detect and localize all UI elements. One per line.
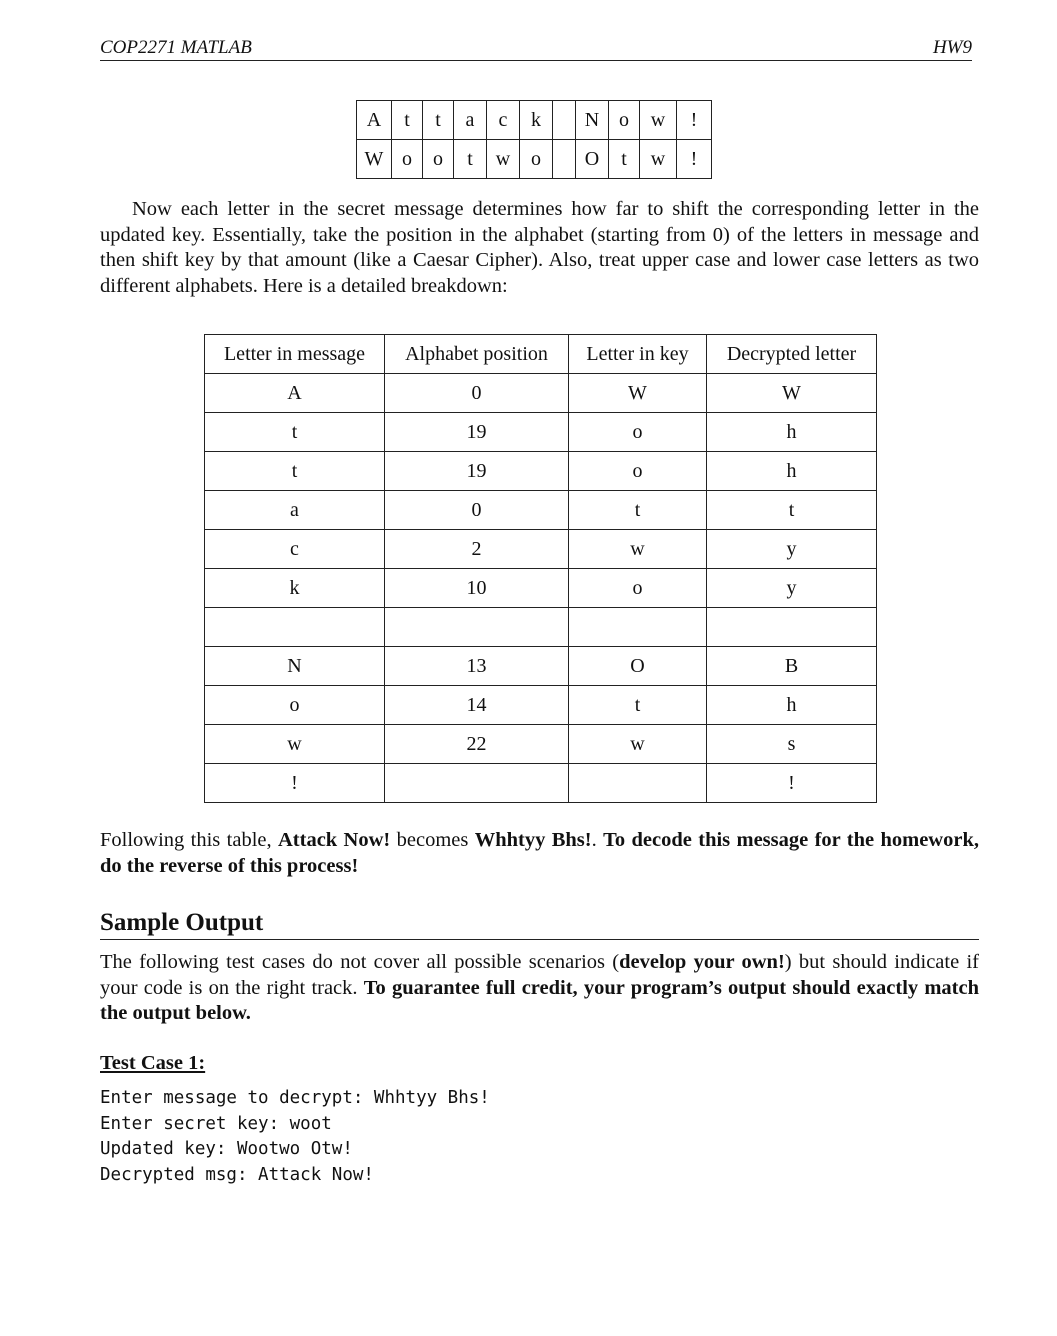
table-cell xyxy=(553,101,576,140)
breakdown-table xyxy=(204,334,877,803)
table-cell: W xyxy=(569,374,707,413)
message-row xyxy=(357,101,712,140)
table-cell: c xyxy=(205,530,385,569)
explanation-paragraph: Now each letter in the secret message determines how far to shift the corresponding letter in the updated key. Essentially, take the position in the alphabet (starting from 0) of the letters in message and then shift key by that amount (like a Caesar Cipher). Also, treat upper case and lower case letters as two different alphabets. Here is a detailed breakdown: xyxy=(100,198,979,297)
code-line: Enter secret key: woot xyxy=(100,1113,332,1134)
sample-output-paragraph xyxy=(100,950,979,1027)
table-cell: 0 xyxy=(385,491,569,530)
table-cell: ! xyxy=(205,764,385,803)
course-title: COP2271 MATLAB xyxy=(100,37,252,58)
table-cell xyxy=(707,608,877,647)
table-cell: 14 xyxy=(385,686,569,725)
table-cell: a xyxy=(205,491,385,530)
bold-segment: To guarantee full credit, your program’s output should exactly match the output below. xyxy=(100,976,979,1024)
table-cell: o xyxy=(520,140,553,179)
text-segment: The following test cases do not cover all possible scenarios ( xyxy=(100,951,620,973)
table-cell: o xyxy=(392,140,423,179)
table-cell: t xyxy=(205,413,385,452)
homework-label: HW9 xyxy=(932,37,972,58)
table-cell: 10 xyxy=(385,569,569,608)
section-title: Sample Output xyxy=(100,909,979,940)
table-row xyxy=(205,452,877,491)
column-header: Decrypted letter xyxy=(707,335,877,374)
table-cell: 19 xyxy=(385,413,569,452)
table-cell: k xyxy=(520,101,553,140)
table-cell: N xyxy=(205,647,385,686)
table-cell: 2 xyxy=(385,530,569,569)
table-cell xyxy=(205,608,385,647)
table-cell: N xyxy=(576,101,609,140)
test-case-output xyxy=(100,1086,490,1188)
table-cell: h xyxy=(707,686,877,725)
table-cell xyxy=(385,764,569,803)
table-row xyxy=(205,491,877,530)
table-cell: 0 xyxy=(385,374,569,413)
table-cell: t xyxy=(423,101,454,140)
table-cell xyxy=(553,140,576,179)
column-header: Letter in key xyxy=(569,335,707,374)
table-row xyxy=(205,725,877,764)
code-line: Enter message to decrypt: Whhtyy Bhs! xyxy=(100,1088,490,1108)
table-cell: t xyxy=(609,140,640,179)
table-row xyxy=(205,413,877,452)
table-row xyxy=(205,608,877,647)
table-row xyxy=(205,569,877,608)
column-header: Letter in message xyxy=(205,335,385,374)
table-cell: 19 xyxy=(385,452,569,491)
table-cell: W xyxy=(707,374,877,413)
table-cell: h xyxy=(707,452,877,491)
key-alignment-table xyxy=(356,100,712,179)
table-row xyxy=(205,686,877,725)
table-row xyxy=(205,647,877,686)
key-row xyxy=(357,140,712,179)
table-row xyxy=(205,764,877,803)
table-cell: ! xyxy=(677,140,712,179)
table-cell: k xyxy=(205,569,385,608)
table-cell: 22 xyxy=(385,725,569,764)
table-cell: w xyxy=(569,725,707,764)
table-cell: t xyxy=(205,452,385,491)
table-cell: o xyxy=(609,101,640,140)
table-cell: 13 xyxy=(385,647,569,686)
table-cell: t xyxy=(569,491,707,530)
table-cell: o xyxy=(569,413,707,452)
table-cell: B xyxy=(707,647,877,686)
table-header-row xyxy=(205,335,877,374)
table-cell: ! xyxy=(677,101,712,140)
table-cell: o xyxy=(205,686,385,725)
table-cell xyxy=(569,608,707,647)
table-cell: W xyxy=(357,140,392,179)
code-line: Updated key: Wootwo Otw! xyxy=(100,1139,353,1159)
code-line: Decrypted msg: Attack Now! xyxy=(100,1164,374,1185)
text-segment: . xyxy=(591,829,604,851)
table-cell: y xyxy=(707,530,877,569)
text-segment: Following this table, xyxy=(100,829,278,851)
table-cell: o xyxy=(423,140,454,179)
table-cell xyxy=(385,608,569,647)
table-cell: c xyxy=(487,101,520,140)
test-case-label: Test Case 1: xyxy=(100,1052,206,1074)
table-cell: w xyxy=(640,101,677,140)
page-header xyxy=(100,36,972,61)
table-cell xyxy=(569,764,707,803)
text-segment: ) but should indicate if your code is on the right track. xyxy=(100,951,979,999)
bold-segment: Whhtyy Bhs! xyxy=(474,829,592,851)
table-cell: o xyxy=(569,569,707,608)
table-cell: o xyxy=(569,452,707,491)
table-cell: w xyxy=(487,140,520,179)
table-cell: O xyxy=(569,647,707,686)
table-row xyxy=(205,374,877,413)
table-cell: t xyxy=(392,101,423,140)
table-cell: t xyxy=(454,140,487,179)
table-cell: w xyxy=(640,140,677,179)
column-header: Alphabet position xyxy=(385,335,569,374)
table-cell: w xyxy=(205,725,385,764)
bold-segment: develop your own! xyxy=(619,951,785,973)
summary-paragraph xyxy=(100,828,979,879)
table-cell: ! xyxy=(707,764,877,803)
bold-segment: Attack Now! xyxy=(277,829,391,851)
table-cell: y xyxy=(707,569,877,608)
table-cell: O xyxy=(576,140,609,179)
table-cell: h xyxy=(707,413,877,452)
table-cell: s xyxy=(707,725,877,764)
table-cell: t xyxy=(569,686,707,725)
table-cell: w xyxy=(569,530,707,569)
table-cell: A xyxy=(357,101,392,140)
bold-segment: To decode this message for the homework, do the reverse of this process! xyxy=(100,829,979,877)
table-cell: A xyxy=(205,374,385,413)
text-segment: becomes xyxy=(390,829,475,851)
table-cell: t xyxy=(707,491,877,530)
table-cell: a xyxy=(454,101,487,140)
table-row xyxy=(205,530,877,569)
